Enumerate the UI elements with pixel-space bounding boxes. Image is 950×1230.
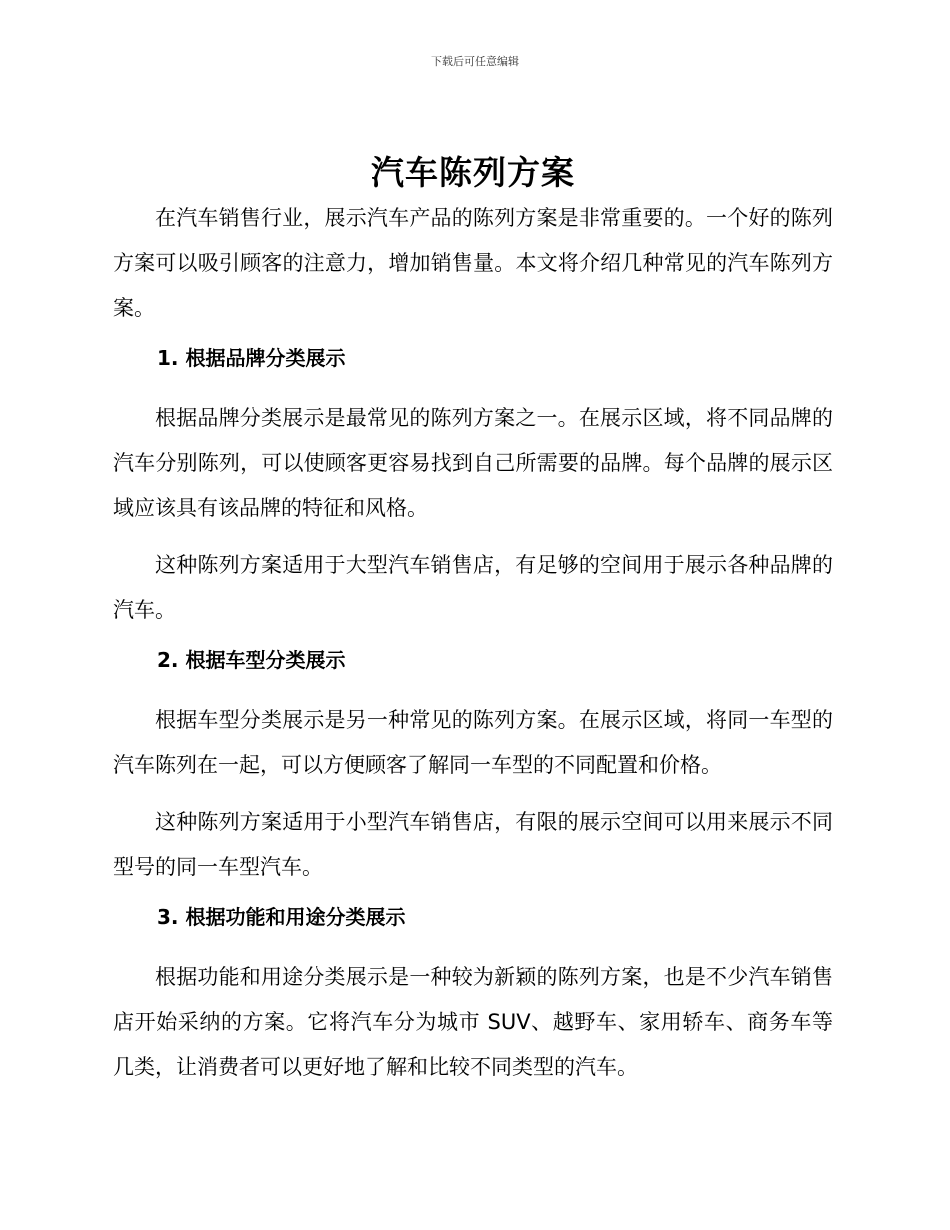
section-heading-function: 3. 根据功能和用途分类展示 <box>157 905 406 929</box>
section-brand-paragraph-2: 这种陈列方案适用于大型汽车销售店，有足够的空间用于展示各种品牌的汽车。 <box>113 553 833 622</box>
document-body <box>113 150 833 1090</box>
section-brand-paragraph-1: 根据品牌分类展示是最常见的陈列方案之一。在展示区域，将不同品牌的汽车分别陈列，可以使顾客更容易找到自己所需要的品牌。每个品牌的展示区域应该具有该品牌的特征和风格。 <box>113 406 833 520</box>
section-model-paragraph-2: 这种陈列方案适用于小型汽车销售店，有限的展示空间可以用来展示不同型号的同一车型汽车。 <box>113 810 833 879</box>
section-model-paragraph-1: 根据车型分类展示是另一种常见的陈列方案。在展示区域，将同一车型的汽车陈列在一起，可以方便顾客了解同一车型的不同配置和价格。 <box>113 708 833 777</box>
header-note: 下载后可任意编辑 <box>431 55 519 68</box>
document-title: 汽车陈列方案 <box>371 153 575 192</box>
section-function-paragraph-1: 根据功能和用途分类展示是一种较为新颖的陈列方案，也是不少汽车销售店开始采纳的方案。它将汽车分为城市 SUV、越野车、家用轿车、商务车等几类，让消费者可以更好地了解和比较不同类型的汽车。 <box>113 965 833 1079</box>
intro-paragraph: 在汽车销售行业，展示汽车产品的陈列方案是非常重要的。一个好的陈列方案可以吸引顾客的注意力，增加销售量。本文将介绍几种常见的汽车陈列方案。 <box>113 206 833 320</box>
section-heading-brand: 1. 根据品牌分类展示 <box>157 346 346 370</box>
section-heading-model: 2. 根据车型分类展示 <box>157 648 346 672</box>
